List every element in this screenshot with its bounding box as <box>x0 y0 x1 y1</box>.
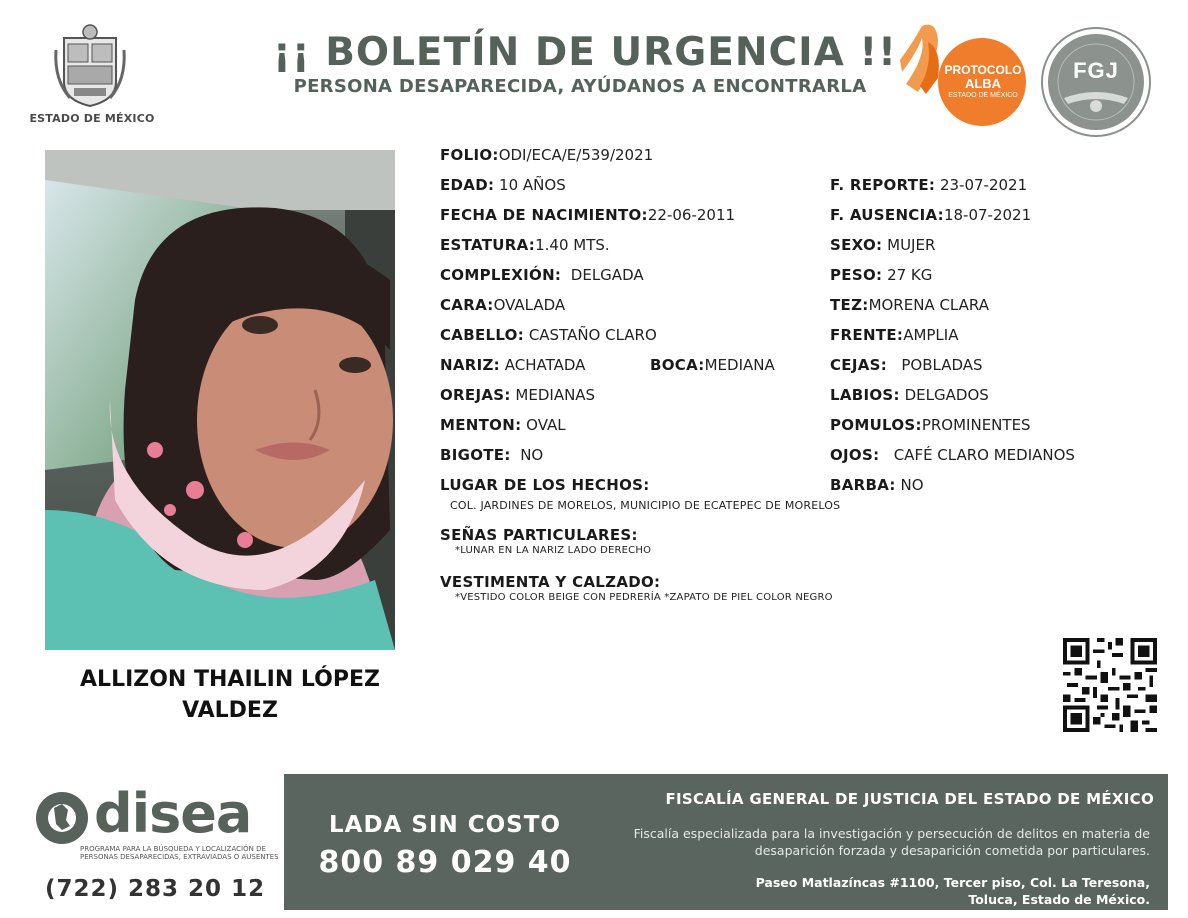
field-nariz <box>440 356 585 374</box>
field-label: SEXO: <box>830 236 883 254</box>
field-label: OJOS: <box>830 446 880 464</box>
lada-number[interactable]: 800 89 029 40 <box>318 845 572 880</box>
field-label: CEJAS: <box>830 356 888 374</box>
fiscalia-description: Fiscalía especializada para la investigación y persecución de delitos en materia de desaparición forzada y desaparición cometida por particulares. <box>633 826 1150 858</box>
protocolo-alba-text <box>942 64 1024 99</box>
field-value: NO <box>900 476 924 494</box>
alba-line2: ALBA <box>964 76 1002 91</box>
field-label: CABELLO: <box>440 326 525 344</box>
field-value: DELGADA <box>570 266 644 284</box>
field-complexion <box>440 266 644 284</box>
field-value: CASTAÑO CLARO <box>528 326 657 344</box>
field-vestimenta-label <box>440 573 660 591</box>
field-label: F. REPORTE: <box>830 176 936 194</box>
field-pomulos <box>830 416 1031 434</box>
field-cabello <box>440 326 657 344</box>
field-senas-value: *LUNAR EN LA NARIZ LADO DERECHO <box>455 545 652 556</box>
fiscalia-title: FISCALÍA GENERAL DE JUSTICIA DEL ESTADO DE MÉXICO <box>665 790 1154 808</box>
alba-line3: ESTADO DE MÉXICO <box>948 92 1018 99</box>
field-f-ausencia <box>830 206 1031 224</box>
field-ojos <box>830 446 1075 464</box>
field-label: F. AUSENCIA: <box>830 206 944 224</box>
field-value: MORENA CLARA <box>868 296 989 314</box>
field-label: NARIZ: <box>440 356 500 374</box>
fiscalia-address-line2: Toluca, Estado de México. <box>968 892 1150 907</box>
field-senas-label <box>440 526 638 544</box>
field-value: OVAL <box>526 416 566 434</box>
field-vestimenta-value: *VESTIDO COLOR BEIGE CON PEDRERÍA *ZAPATO DE PIEL COLOR NEGRO <box>455 592 833 603</box>
field-lugar-value: COL. JARDINES DE MORELOS, MUNICIPIO DE ECATEPEC DE MORELOS <box>450 499 841 512</box>
field-label: TEZ: <box>830 296 869 314</box>
field-value: NO <box>520 446 544 464</box>
field-label: FECHA DE NACIMIENTO: <box>440 206 648 224</box>
field-cara <box>440 296 565 314</box>
field-label: BARBA: <box>830 476 896 494</box>
qr-code[interactable] <box>1063 638 1157 732</box>
odisea-phone[interactable]: (722) 283 20 12 <box>45 876 266 902</box>
person-name-line2: VALDEZ <box>182 698 278 723</box>
field-estatura <box>440 236 610 254</box>
field-label: BOCA: <box>650 356 705 374</box>
field-label: COMPLEXIÓN: <box>440 266 562 284</box>
field-value: OVALADA <box>493 296 566 314</box>
missing-person-photo <box>45 150 395 650</box>
field-label: BIGOTE: <box>440 446 511 464</box>
estado-de-mexico-seal <box>50 20 130 108</box>
fgj-label: FGJ <box>1073 58 1119 83</box>
field-value: AMPLIA <box>903 326 959 344</box>
lada-label: LADA SIN COSTO <box>329 812 561 838</box>
field-value: MEDIANA <box>704 356 775 374</box>
field-label: VESTIMENTA Y CALZADO: <box>440 573 661 591</box>
field-edad <box>440 176 566 194</box>
field-label: EDAD: <box>440 176 495 194</box>
fiscalia-address-line1: Paseo Matlazíncas #1100, Tercer piso, Col. La Teresona, <box>755 875 1150 890</box>
field-barba <box>830 476 924 494</box>
field-value: MEDIANAS <box>515 386 596 404</box>
field-folio <box>440 146 653 164</box>
field-label: SEÑAS PARTICULARES: <box>440 526 638 544</box>
field-value: PROMINENTES <box>921 416 1031 434</box>
field-cejas <box>830 356 983 374</box>
odisea-description: PROGRAMA PARA LA BÚSQUEDA Y LOCALIZACIÓN DE PERSONAS DESAPARECIDAS, EXTRAVIADAS O AUSENTES <box>80 845 279 861</box>
person-name-line1: ALLIZON THAILIN LÓPEZ <box>80 667 380 692</box>
field-lugar-label <box>440 476 650 494</box>
field-frente <box>830 326 958 344</box>
field-value: 27 KG <box>887 266 933 284</box>
field-tez <box>830 296 989 314</box>
field-label: MENTON: <box>440 416 522 434</box>
field-label: POMULOS: <box>830 416 922 434</box>
field-value: DELGADOS <box>904 386 989 404</box>
field-label: PESO: <box>830 266 883 284</box>
field-value: POBLADAS <box>901 356 983 374</box>
person-name <box>30 664 430 726</box>
field-value: MUJER <box>887 236 936 254</box>
fiscalia-address <box>600 874 1150 908</box>
field-value: ACHATADA <box>504 356 586 374</box>
field-menton <box>440 416 566 434</box>
field-value: 10 AÑOS <box>499 176 566 194</box>
field-labios <box>830 386 989 404</box>
state-name: ESTADO DE MÉXICO <box>29 112 155 125</box>
field-peso <box>830 266 932 284</box>
field-label: CARA: <box>440 296 494 314</box>
field-f-reporte <box>830 176 1027 194</box>
field-value: 18-07-2021 <box>943 206 1032 224</box>
field-fecha-nacimiento <box>440 206 735 224</box>
field-boca <box>650 356 775 374</box>
field-orejas <box>440 386 595 404</box>
field-label: OREJAS: <box>440 386 511 404</box>
alba-line1: PROTOCOLO <box>944 63 1022 77</box>
bulletin-subtitle: PERSONA DESAPARECIDA, AYÚDANOS A ENCONTRARLA <box>293 76 867 97</box>
odisea-wordmark: disea <box>94 782 252 845</box>
field-value: CAFÉ CLARO MEDIANOS <box>893 446 1075 464</box>
field-label: FOLIO: <box>440 146 499 164</box>
field-label: ESTATURA: <box>440 236 536 254</box>
field-label: LUGAR DE LOS HECHOS: <box>440 476 650 494</box>
field-value: 1.40 MTS. <box>535 236 610 254</box>
field-bigote <box>440 446 543 464</box>
field-value: 23-07-2021 <box>939 176 1028 194</box>
field-value: 22-06-2011 <box>647 206 736 224</box>
field-label: FRENTE: <box>830 326 904 344</box>
field-label: LABIOS: <box>830 386 900 404</box>
field-sexo <box>830 236 935 254</box>
bulletin-title: ¡¡ BOLETÍN DE URGENCIA !! <box>273 30 897 75</box>
field-value: ODI/ECA/E/539/2021 <box>498 146 654 164</box>
